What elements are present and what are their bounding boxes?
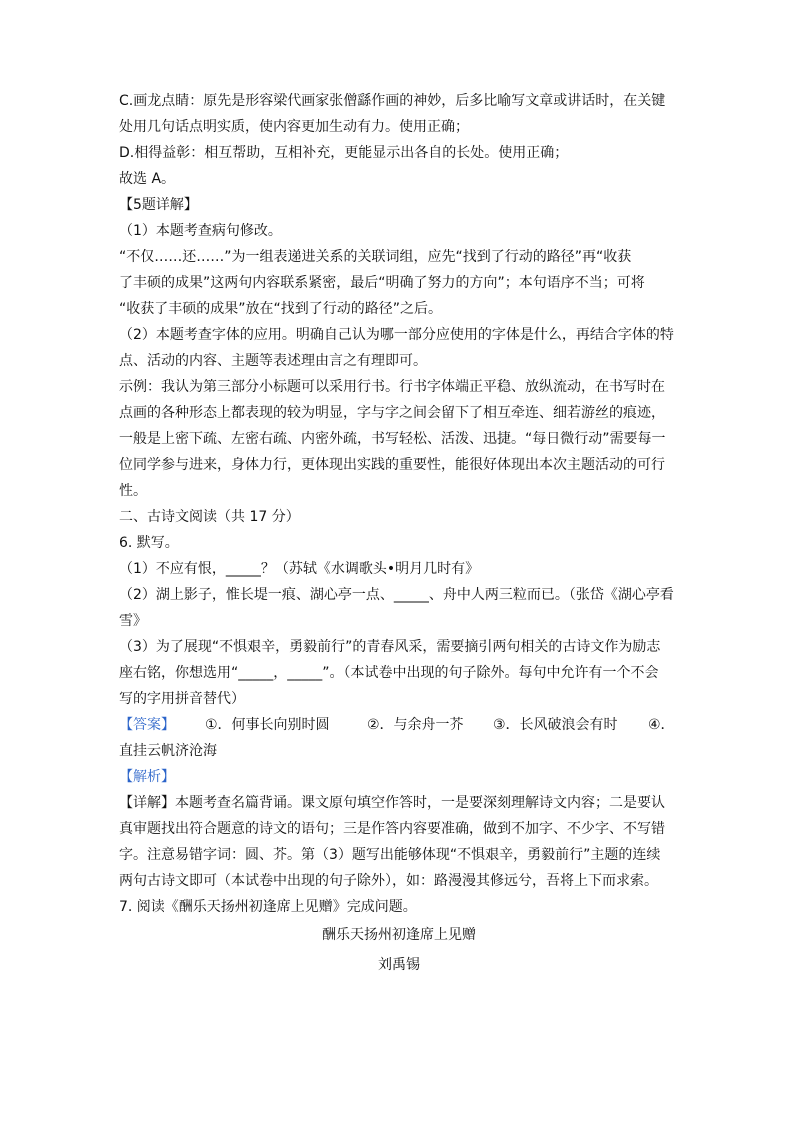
text-line: 字。注意易错字词：圆、芥。第（3）题写出能够体现“不惧艰辛，勇毅前行”主题的连续: [119, 847, 661, 863]
text-line: “不仅……还……”为一组表递进关系的关联词组，应先“找到了行动的路径”再“收获: [119, 249, 632, 265]
answer-line: [119, 712, 679, 738]
text-line: 写的字用拼音替代）: [119, 691, 245, 707]
answer-item: ④．: [648, 717, 675, 733]
text-line: （1）不应有恨，_____？（苏轼《水调歌头•明月几时有》: [119, 561, 480, 577]
text-line: 故选 A。: [119, 171, 176, 187]
analysis-label: 【解析】: [119, 769, 175, 785]
text-line: 处用几句话点明实质，使内容更加生动有力。使用正确；: [119, 119, 469, 135]
text-line: 雪》: [119, 613, 147, 629]
text-line: 性。: [119, 483, 147, 499]
poem-author: 刘禹锡: [378, 957, 420, 973]
text-line: C.画龙点睛：原先是形容梁代画家张僧繇作画的神妙，后多比喻写文章或讲话时，在关键: [119, 93, 666, 109]
question-title: 6. 默写。: [119, 535, 179, 551]
answer-item: ②．与余舟一芥: [367, 717, 464, 733]
poem-title: 酬乐天扬州初逢席上见赠: [322, 927, 476, 943]
text-line: “收获了丰硕的成果”放在“找到了行动的路径”之后。: [119, 301, 443, 317]
answer-item: ①．何事长向别时圆: [205, 717, 330, 733]
text-line: （3）为了展现“不惧艰辛，勇毅前行”的青春风采，需要摘引两句相关的古诗文作为励志: [119, 639, 661, 655]
text-line: 位同学参与进来，身体力行，更体现出实践的重要性，能很好体现出本次主题活动的可行: [119, 457, 665, 473]
text-line: （1）本题考查病句修改。: [119, 223, 282, 239]
question-title: 7. 阅读《酬乐天扬州初逢席上见赠》完成问题。: [119, 899, 417, 915]
text-line: （2）湖上影子，惟长堤一痕、湖心亭一点、_____、舟中人两三粒而已。（张岱《湖心亭看: [119, 587, 674, 603]
text-line: 【详解】本题考查名篇背诵。课文原句填空作答时，一是要深刻理解诗文内容；二是要认: [119, 795, 665, 811]
text-line: 两句古诗文即可（本试卷中出现的句子除外），如：路漫漫其修远兮，吾将上下而求索。: [119, 873, 658, 889]
text-line: 一般是上密下疏、左密右疏、内密外疏，书写轻松、活泼、迅捷。“每日微行动”需要每一: [119, 431, 666, 447]
text-line: D.相得益彰：相互帮助，互相补充，更能显示出各自的长处。使用正确；: [119, 145, 569, 161]
section-heading: 【5题详解】: [119, 197, 198, 213]
section-heading: 二、古诗文阅读（共 17 分）: [119, 509, 300, 525]
text-line: （2）本题考查字体的应用。明确自己认为哪一部分应使用的字体是什么，再结合字体的特: [119, 327, 674, 343]
text-line: 了丰硕的成果”这两句内容联系紧密，最后“明确了努力的方向”；本句语序不当；可将: [119, 275, 645, 291]
text-line: 点、活动的内容、主题等表述理由言之有理即可。: [119, 353, 427, 369]
answer-continuation: 直挂云帆济沧海: [119, 743, 217, 759]
answer-item: ③．长风破浪会有时: [493, 717, 618, 733]
text-line: 点画的各种形态上都表现的较为明显，字与字之间会留下了相互牵连、细若游丝的痕迹，: [119, 405, 665, 421]
text-line: 座右铭，你想选用“_____，_____”。（本试卷中出现的句子除外。每句中允许有一个不会: [119, 665, 659, 681]
document-page: [119, 88, 679, 978]
text-line: 示例：我认为第三部分小标题可以采用行书。行书字体端正平稳、放纵流动，在书写时在: [119, 379, 665, 395]
answer-label: 【答案】: [119, 717, 175, 733]
text-line: 真审题找出符合题意的诗文的语句；三是作答内容要准确，做到不加字、不少字、不写错: [119, 821, 665, 837]
